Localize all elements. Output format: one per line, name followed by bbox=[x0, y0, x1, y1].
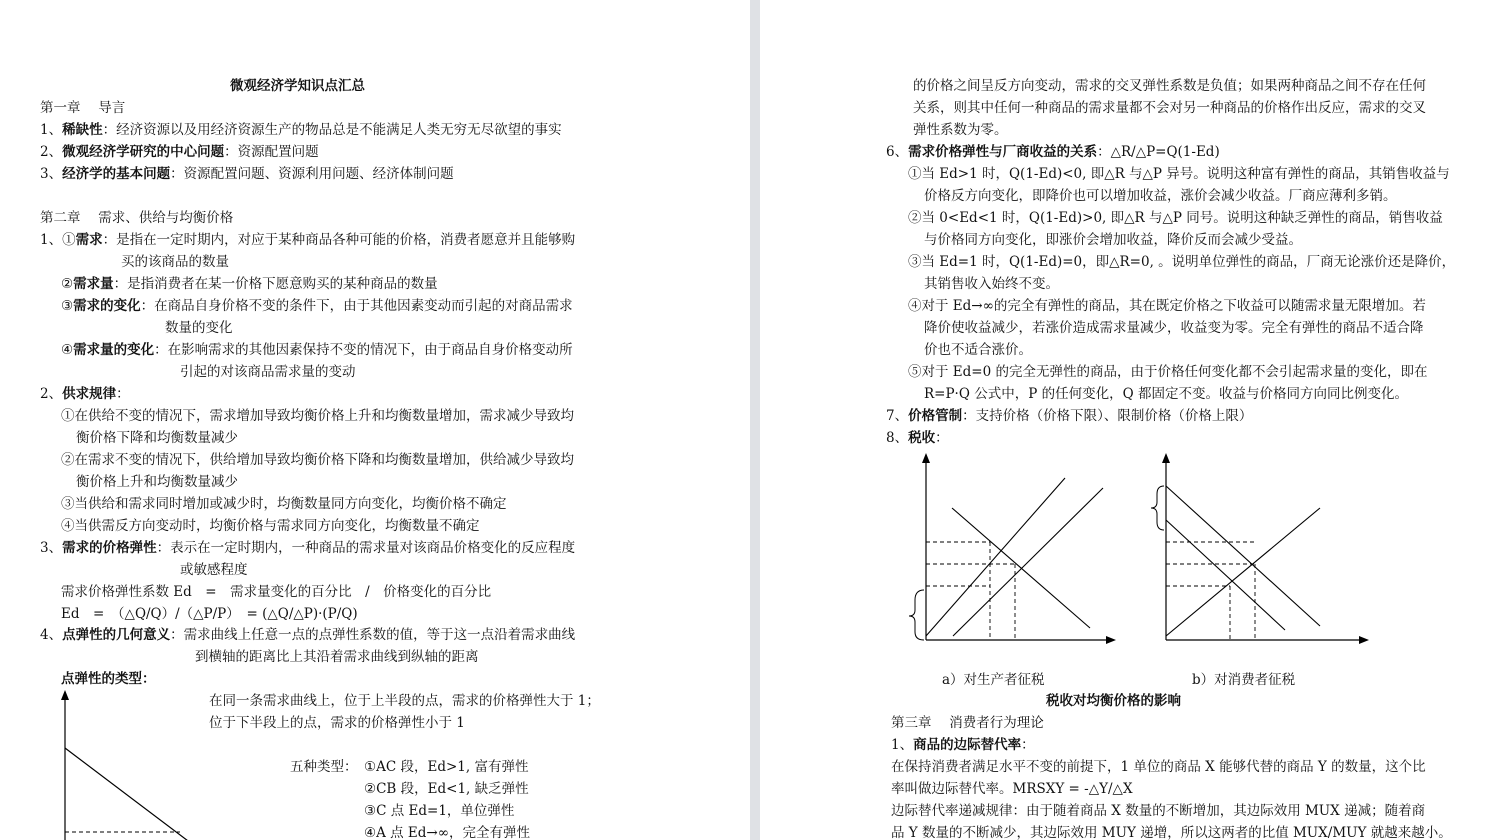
elasticity-formula-1: 需求价格弹性系数 Ed = 需求量变化的百分比 / 价格变化的百分比 bbox=[61, 584, 492, 600]
s6-line bbox=[886, 141, 1220, 163]
item-text: ：在商品自身价格不变的条件下，由于其他因素变动而引起的对商品需求 bbox=[140, 298, 573, 314]
x-axis-arrow bbox=[1359, 636, 1369, 644]
item-num: 1、① bbox=[40, 232, 76, 248]
item-num: 3、 bbox=[40, 166, 63, 182]
s6-sub-line: ②当 0<Ed<1 时，Q(1-Ed)>0, 即△R 与△P 同号。说明这种缺乏弹性的商品，销售收益 bbox=[908, 210, 1443, 226]
supply-curve bbox=[1166, 508, 1320, 636]
supply-law-line: ④当供需反方向变动时，均衡价格与需求同方向变化，均衡数量不确定 bbox=[61, 518, 480, 534]
demand-curve bbox=[65, 748, 200, 840]
c2-s1d-cont: 引起的对该商品需求量的变动 bbox=[180, 364, 356, 380]
item-term: 需求的价格弹性 bbox=[62, 540, 157, 556]
item-num: 8、 bbox=[886, 430, 909, 446]
y-axis-arrow bbox=[922, 453, 930, 463]
s6-sub-line: ⑤对于 Ed=0 的完全无弹性的商品，由于价格任何变化都不会引起需求量的变化，即在 bbox=[908, 364, 1428, 380]
cont-line: 的价格之间呈反方向变动，需求的交叉弹性系数是负值；如果两种商品之间不存在任何 bbox=[913, 78, 1426, 94]
item-sep: ： bbox=[102, 122, 117, 138]
c2-s4-cont: 到横轴的距离比上其沿着需求曲线到纵轴的距离 bbox=[195, 649, 479, 665]
elasticity-formula-2: Ed = （△Q/Q）/（△P/P） = (△Q/△P)·(P/Q) bbox=[61, 606, 358, 622]
s6-sub-line: 价格反方向变化，即降价也可以增加收益，涨价会减少收益。厂商应薄利多销。 bbox=[924, 188, 1397, 204]
c2-s1c-cont: 数量的变化 bbox=[165, 320, 233, 336]
c2-s1-line bbox=[40, 229, 575, 251]
item-text: 资源配置问题、资源利用问题、经济体制问题 bbox=[183, 166, 454, 182]
tax-brace bbox=[909, 590, 924, 640]
y-axis-arrow bbox=[61, 690, 69, 700]
tax-diagram-producer bbox=[905, 450, 1125, 650]
demand-curve-shifted bbox=[1166, 520, 1285, 630]
c3-line: 边际替代率递减规律：由于随着商品 X 数量的不断增加，其边际效用 MUX 递减；随着商 bbox=[891, 803, 1426, 819]
item-text: ： bbox=[1021, 737, 1035, 753]
s7-line bbox=[886, 405, 1252, 427]
c1-item-3 bbox=[40, 163, 454, 185]
supply-curve-shifted bbox=[953, 488, 1103, 636]
point-elasticity-diagram bbox=[40, 690, 240, 840]
item-num: 6、 bbox=[886, 144, 909, 160]
point-types-label: 点弹性的类型： bbox=[61, 671, 156, 687]
item-term: 需求量 bbox=[73, 276, 114, 292]
tax-diagram-consumer bbox=[1145, 450, 1375, 650]
chapter2-heading: 第二章 需求、供给与均衡价格 bbox=[40, 210, 234, 226]
item-term: 需求的变化 bbox=[73, 298, 141, 314]
c3-line: 在保持消费者满足水平不变的前提下，1 单位的商品 X 能够代替的商品 Y 的数量，这个比 bbox=[891, 759, 1426, 775]
item-text: 资源配置问题 bbox=[237, 144, 319, 160]
supply-law-line: 衡价格下降和均衡数量减少 bbox=[76, 430, 238, 446]
item-num: ③ bbox=[61, 298, 74, 314]
item-sep: ： bbox=[170, 166, 184, 182]
figure-title: 税收对均衡价格的影响 bbox=[1046, 693, 1181, 709]
c3-s1-line bbox=[891, 734, 1035, 756]
item-term: 经济学的基本问题 bbox=[62, 166, 171, 182]
five-type-item: ④A 点 Ed→∞，完全有弹性 bbox=[364, 825, 530, 840]
item-term: 点弹性的几何意义 bbox=[62, 627, 171, 643]
cont-line: 弹性系数为零。 bbox=[913, 122, 1008, 138]
right-page bbox=[760, 0, 1501, 840]
point-desc-1: 在同一条需求曲线上，位于上半段的点，需求的价格弹性大于 1； bbox=[209, 693, 600, 709]
item-num: 7、 bbox=[886, 408, 909, 424]
item-term: 供求规律 bbox=[62, 386, 117, 402]
item-term: 需求量的变化 bbox=[73, 342, 155, 358]
caption-a: a）对生产者征税 bbox=[942, 672, 1045, 688]
c2-s1c-line bbox=[61, 295, 573, 317]
item-text: ：需求曲线上任意一点的点弹性系数的值，等于这一点沿着需求曲线 bbox=[170, 627, 576, 643]
caption-b: b）对消费者征税 bbox=[1192, 672, 1296, 688]
five-types-label: 五种类型： bbox=[290, 759, 358, 775]
item-num: 2、 bbox=[40, 386, 63, 402]
item-text: ：支持价格（价格下限）、限制价格（价格上限） bbox=[962, 408, 1253, 424]
item-text: ：△R/△P=Q(1-Ed) bbox=[1097, 144, 1220, 160]
left-page bbox=[0, 0, 750, 840]
item-term: 价格管制 bbox=[908, 408, 963, 424]
x-axis-arrow bbox=[1106, 636, 1116, 644]
c1-item-2 bbox=[40, 141, 319, 163]
supply-law-line: ②在需求不变的情况下，供给增加导致均衡价格下降和均衡数量增加，供给减少导致均 bbox=[61, 452, 574, 468]
supply-law-line: ①在供给不变的情况下，需求增加导致均衡价格上升和均衡数量增加，需求减少导致均 bbox=[61, 408, 574, 424]
item-term: 微观经济学研究的中心问题 bbox=[62, 144, 225, 160]
y-axis-arrow bbox=[1162, 453, 1170, 463]
s6-sub-line: 降价使收益减少，若涨价造成需求量减少，收益变为零。完全有弹性的商品不适合降 bbox=[924, 320, 1424, 336]
five-type-item: ①AC 段，Ed>1, 富有弹性 bbox=[364, 759, 529, 775]
item-term: 稀缺性 bbox=[62, 122, 103, 138]
item-text: ：是指在一定时期内，对应于某种商品各种可能的价格，消费者愿意并且能够购 bbox=[102, 232, 576, 248]
item-term: 商品的边际替代率 bbox=[913, 737, 1022, 753]
c2-s3-line bbox=[40, 537, 575, 559]
demand-curve bbox=[1166, 486, 1320, 626]
point-desc-2: 位于下半段上的点，需求的价格弹性小于 1 bbox=[209, 715, 465, 731]
item-text: ： bbox=[116, 386, 130, 402]
s6-sub-line: ③当 Ed=1 时，Q(1-Ed)=0，即△R=0, 。说明单位弹性的商品，厂商无论涨价还是降价， bbox=[908, 254, 1456, 270]
item-num: 2、 bbox=[40, 144, 63, 160]
s6-sub-line: 与价格同方向变化，即涨价会增加收益，降价反而会减少受益。 bbox=[924, 232, 1302, 248]
document-title: 微观经济学知识点汇总 bbox=[230, 78, 365, 94]
item-text: ：表示在一定时期内，一种商品的需求量对该商品价格变化的反应程度 bbox=[156, 540, 576, 556]
item-term: 税收 bbox=[908, 430, 936, 446]
chapter1-heading: 第一章 导言 bbox=[40, 100, 126, 116]
c2-s1d-line bbox=[61, 339, 573, 361]
item-text: ：在影响需求的其他因素保持不变的情况下，由于商品自身价格变动所 bbox=[154, 342, 573, 358]
item-num: 4、 bbox=[40, 627, 63, 643]
c2-s4-line bbox=[40, 624, 575, 646]
c2-s1b-line bbox=[61, 273, 438, 295]
c2-s3-cont: 或敏感程度 bbox=[180, 562, 248, 578]
cont-line: 关系，则其中任何一种商品的需求量都不会对另一种商品的价格作出反应，需求的交叉 bbox=[913, 100, 1426, 116]
s6-sub-line: ①当 Ed>1 时，Q(1-Ed)<0, 即△R 与△P 异号。说明这种富有弹性的商品，其销售收益与 bbox=[908, 166, 1450, 182]
c1-item-1 bbox=[40, 119, 562, 141]
chapter3-heading: 第三章 消费者行为理论 bbox=[891, 715, 1044, 731]
c3-line: 品 Y 数量的不断减少，其边际效用 MUY 递增，所以这两者的比值 MUX/MUY 就越来越小。 bbox=[891, 825, 1452, 840]
s6-sub-line: 其销售收入始终不变。 bbox=[924, 276, 1059, 292]
c2-s1-cont: 买的该商品的数量 bbox=[121, 254, 229, 270]
s6-sub-line: R=P·Q 公式中，P 的任何变化，Q 都固定不变。收益与价格同方向同比例变化。 bbox=[924, 386, 1408, 402]
item-text: ：是指消费者在某一价格下愿意购买的某种商品的数量 bbox=[113, 276, 438, 292]
supply-curve bbox=[926, 478, 1065, 636]
five-type-item: ②CB 段，Ed<1, 缺乏弹性 bbox=[364, 781, 529, 797]
s6-sub-line: ④对于 Ed→∞的完全有弹性的商品，其在既定价格之下收益可以随需求量无限增加。若 bbox=[908, 298, 1426, 314]
item-term: 需求 bbox=[75, 232, 103, 248]
item-term: 需求价格弹性与厂商收益的关系 bbox=[908, 144, 1098, 160]
item-num: 1、 bbox=[891, 737, 914, 753]
item-num: 1、 bbox=[40, 122, 63, 138]
item-num: ④ bbox=[61, 342, 74, 358]
item-num: ② bbox=[61, 276, 74, 292]
five-type-item: ③C 点 Ed=1，单位弹性 bbox=[364, 803, 515, 819]
item-num: 3、 bbox=[40, 540, 63, 556]
supply-law-line: ③当供给和需求同时增加或减少时，均衡数量同方向变化，均衡价格不确定 bbox=[61, 496, 507, 512]
c3-line: 率叫做边际替代率。MRSXY = -△Y/△X bbox=[891, 781, 1133, 797]
s6-sub-line: 价也不适合涨价。 bbox=[924, 342, 1032, 358]
c2-s2-line bbox=[40, 383, 130, 405]
supply-law-line: 衡价格上升和均衡数量减少 bbox=[76, 474, 238, 490]
s8-line bbox=[886, 427, 949, 449]
demand-curve bbox=[952, 508, 1090, 628]
tax-brace bbox=[1151, 486, 1164, 530]
item-text: ： bbox=[935, 430, 949, 446]
item-sep: ： bbox=[224, 144, 238, 160]
item-text: 经济资源以及用经济资源生产的物品总是不能满足人类无穷无尽欲望的事实 bbox=[116, 122, 562, 138]
